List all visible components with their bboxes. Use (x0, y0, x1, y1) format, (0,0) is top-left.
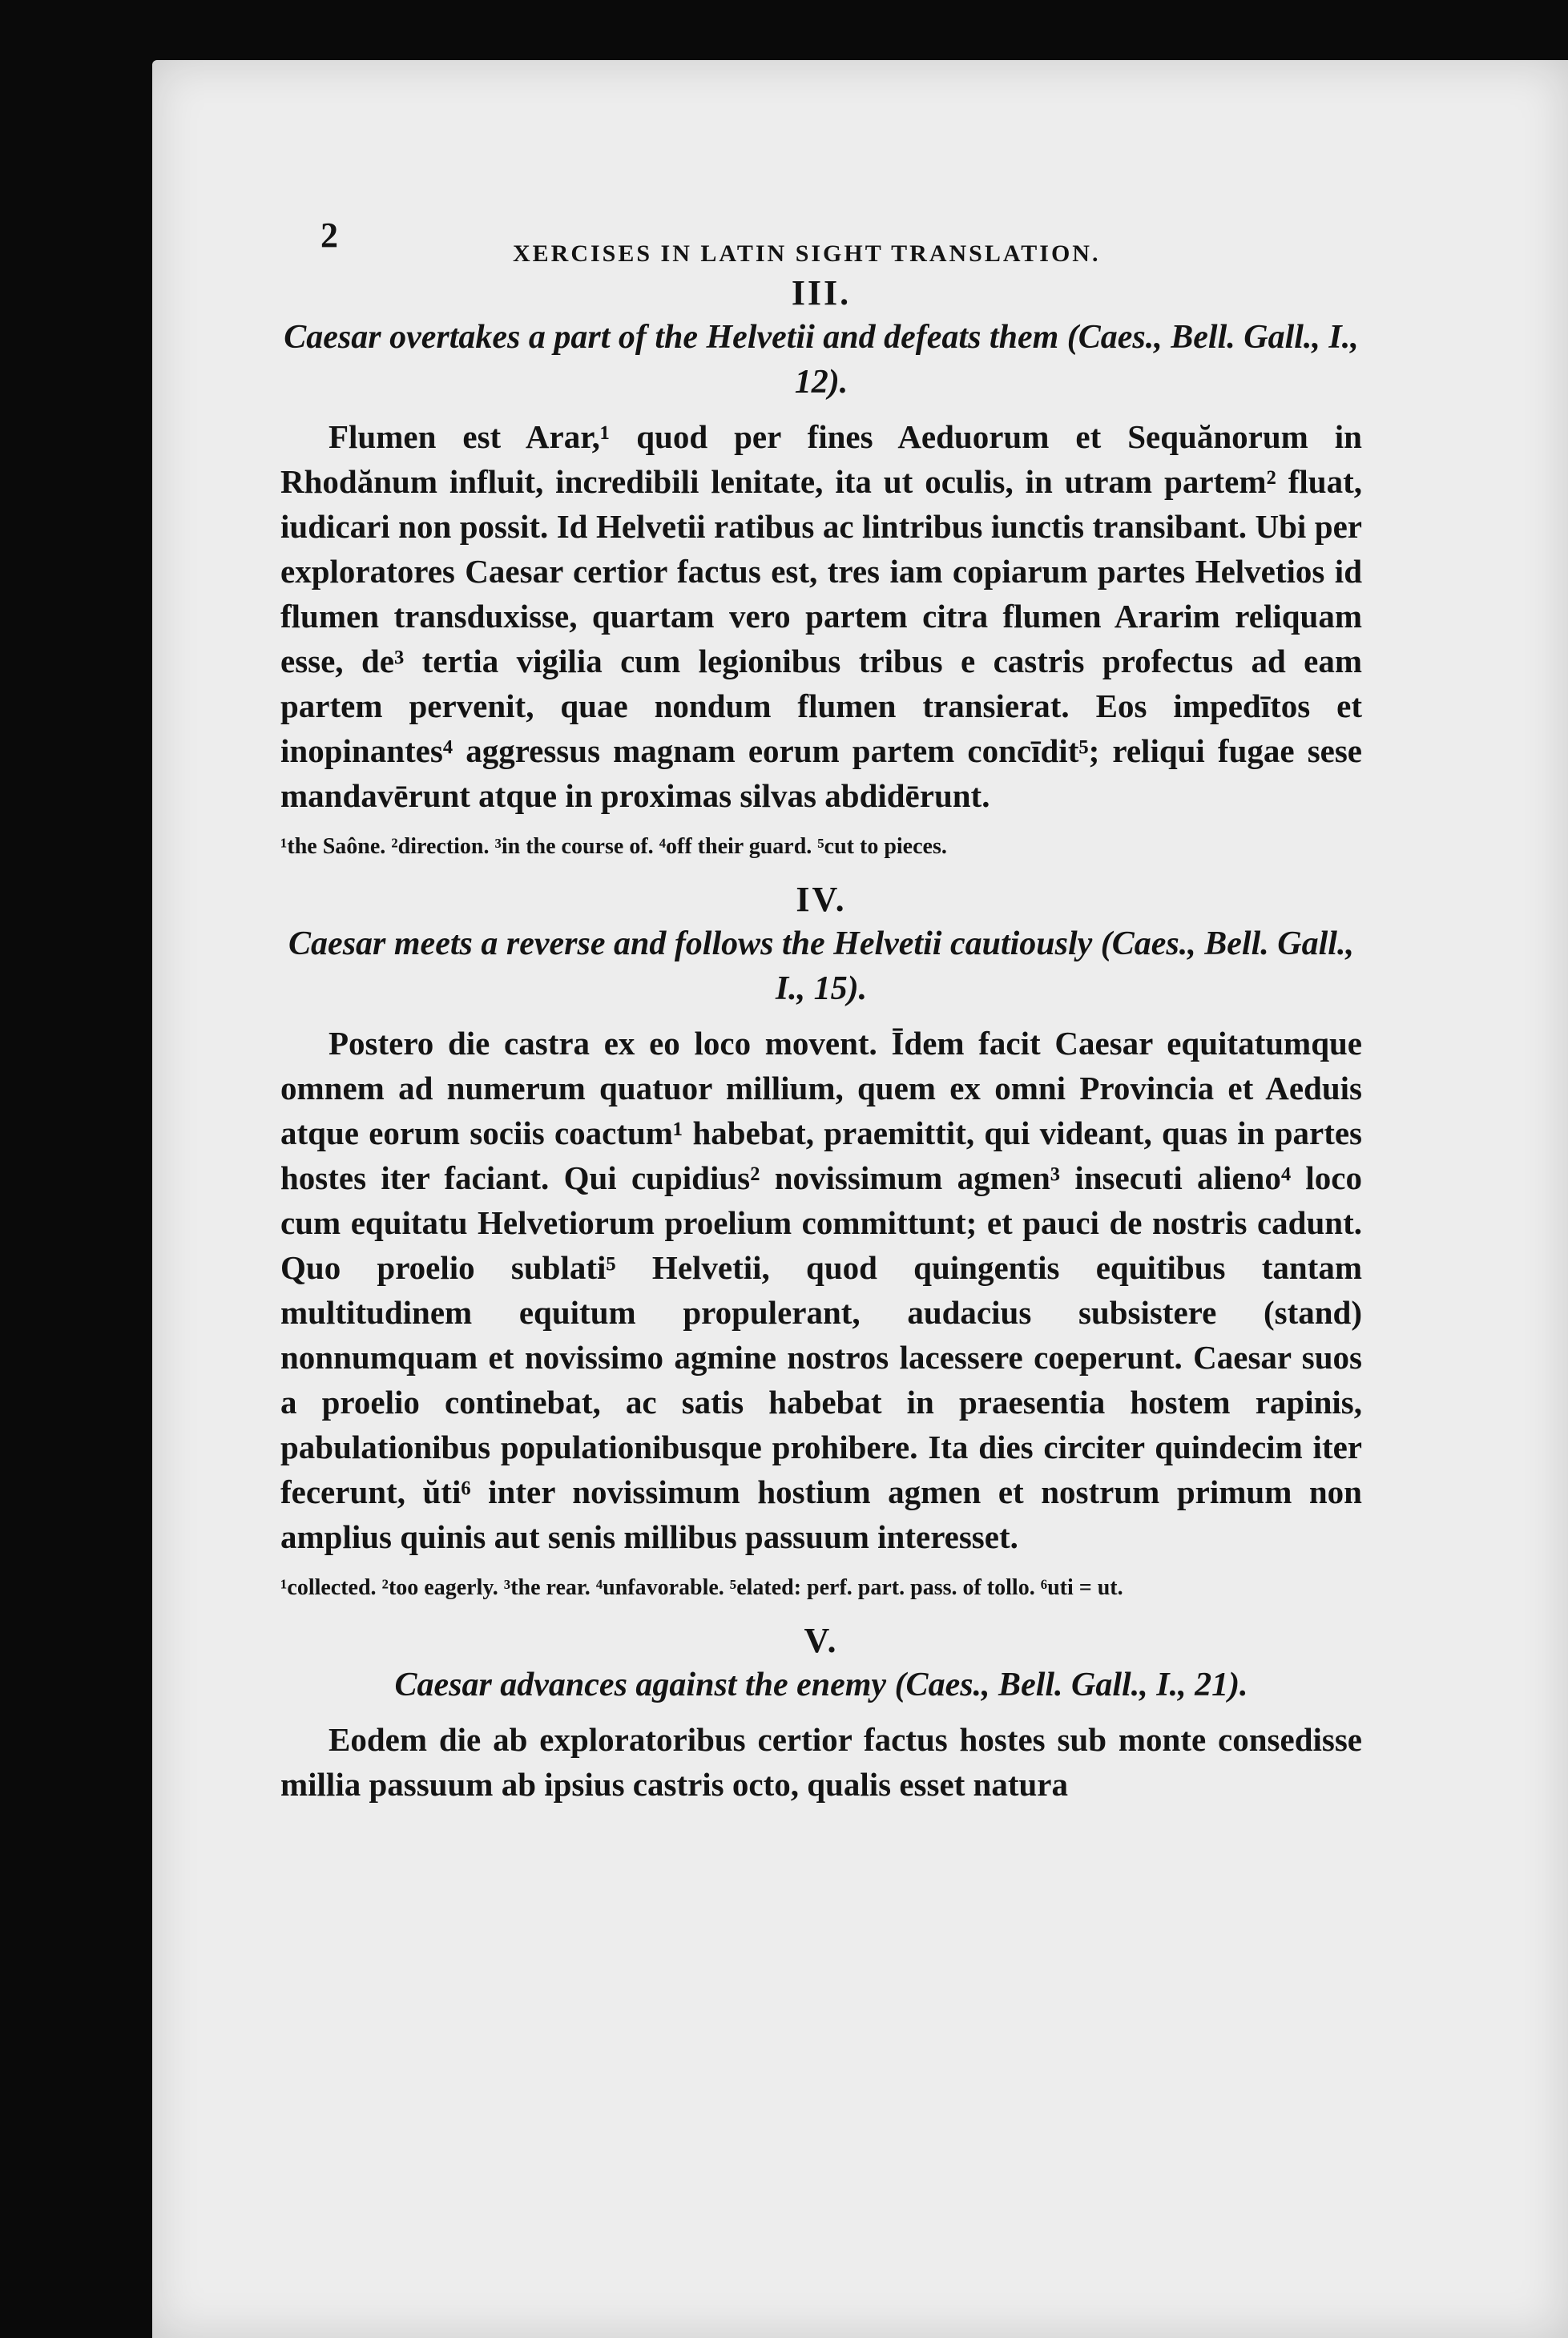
running-head (280, 208, 1362, 267)
latin-passage: Eodem die ab exploratoribus certior factus hostes sub monte consedisse millia passuum ab ipsius castris octo, qualis esset natura (280, 1721, 1362, 1803)
running-title: XERCISES IN LATIN SIGHT TRANSLATION. (513, 240, 1101, 267)
page-number: 2 (320, 216, 338, 255)
text-block (280, 208, 1362, 1807)
footnotes: ¹collected. ²too eagerly. ³the rear. ⁴unfavorable. ⁵elated: perf. part. pass. of tollo. ⁶uti = ut. (280, 1575, 1123, 1600)
section-heading: Caesar meets a reverse and follows the Helvetii cautiously (Caes., Bell. Gall., I., 15). (288, 925, 1354, 1007)
section-iv (280, 879, 1362, 1602)
section-v (280, 1620, 1362, 1807)
section-number: IV. (796, 880, 847, 919)
section-iii (280, 272, 1362, 861)
latin-passage: Postero die castra ex eo loco movent. Īdem facit Caesar equitatumque omnem ad numerum quatuor millium, quem ex omni Provincia et Aeduis atque eorum sociis coactum¹ habebat, praemittit, qui videant, quas in partes hostes iter faciant. Qui cupidius² novissimum agmen³ insecuti alieno⁴ loco cum equitatu Helvetiorum proelium committunt; et pauci de nostris cadunt. Quo proelio sublati⁵ Helvetii, quod quingentis equitibus tantam multitudinem equitum propulerant, audacius subsistere (stand) nonnumquam et novissimo agmine nostros lacessere coeperunt. Caesar suos a proelio continebat, ac satis habebat in praesentia hostem rapinis, pabulationibus populationibusque prohibere. Ita dies circiter quindecim iter fecerunt, ŭti⁶ inter novissimum hostium agmen et nostrum primum non amplius quinis aut senis millibus passuum interesset. (280, 1025, 1362, 1555)
latin-passage: Flumen est Arar,¹ quod per fines Aeduorum et Sequănorum in Rhodănum influit, incredibili lenitate, ita ut oculis, in utram partem² fluat, iudicari non possit. Id Helvetii ratibus ac lintribus iunctis transibant. Ubi per exploratores Caesar certior factus est, tres iam copiarum partes Helvetios id flumen transduxisse, quartam vero partem citra flumen Ararim reliquam esse, de³ tertia vigilia cum legionibus tribus e castris profectus ad eam partem pervenit, quae nondum flumen transierat. Eos impedītos et inopinantes⁴ aggressus magnam eorum partem concīdit⁵; reliqui fugae sese mandavērunt atque in proximas silvas abdidērunt. (280, 418, 1362, 814)
section-heading: Caesar advances against the enemy (Caes., Bell. Gall., I., 21). (394, 1667, 1248, 1703)
section-heading: Caesar overtakes a part of the Helvetii and defeats them (Caes., Bell. Gall., I., 12). (284, 319, 1359, 401)
footnotes: ¹the Saône. ²direction. ³in the course of. ⁴off their guard. ⁵cut to pieces. (280, 834, 947, 859)
section-number: V. (804, 1621, 839, 1660)
section-number: III. (791, 273, 852, 312)
